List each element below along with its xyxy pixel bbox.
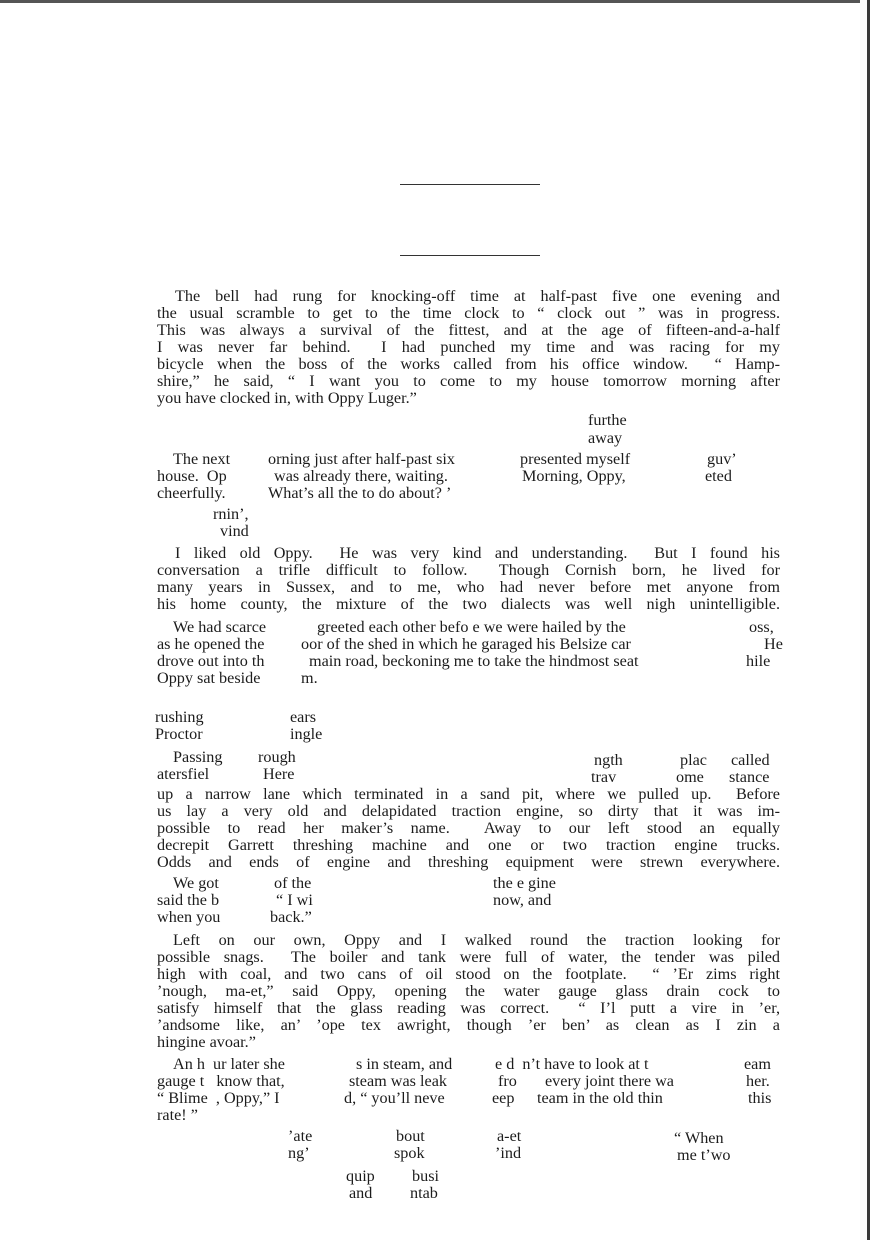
text-fragment: busi — [412, 1167, 439, 1185]
text-line: satisfy himself that the glass reading was correct. “ I’l putt a vire in ’er, — [157, 999, 780, 1017]
text-fragment: atersfiel — [157, 765, 210, 783]
text-line: us lay a very old and delapidated traction engine, so dirty that it was im- — [157, 802, 780, 820]
text-fragment: Passing — [173, 748, 223, 766]
text-fragment: fro — [498, 1072, 517, 1090]
text-line: decrepit Garrett threshing machine and one or two traction engine trucks. — [157, 836, 780, 854]
text-fragment: now, and — [493, 891, 552, 909]
text-fragment: Proctor — [155, 725, 203, 743]
text-line: possible to read her maker’s name. Away to our left stood an equally — [157, 819, 780, 837]
text-fragment: ears — [290, 708, 317, 726]
text-fragment: Here — [263, 765, 295, 783]
text-line: hingine avoar.” — [157, 1033, 256, 1051]
text-fragment: when you — [157, 908, 221, 926]
text-fragment: Morning, Oppy, — [522, 467, 626, 485]
text-line: ’nough, ma-et,” said Oppy, opening the water gauge glass drain cock to — [157, 982, 780, 1000]
text-fragment: “ I wi — [276, 891, 313, 909]
text-fragment: s in steam, and — [356, 1055, 453, 1073]
text-fragment: main road, beckoning me to take the hindmost seat — [309, 652, 639, 670]
text-fragment: spok — [394, 1144, 425, 1162]
text-fragment: this — [748, 1089, 772, 1107]
text-line: Odds and ends of engine and threshing equipment were strewn everywhere. — [157, 853, 780, 871]
text-fragment: We had scarce — [173, 618, 267, 636]
text-line: his home county, the mixture of the two dialects was well nigh unintelligible. — [157, 595, 780, 613]
text-line: you have clocked in, with Oppy Luger.” — [157, 389, 417, 407]
text-fragment: said the b — [157, 891, 220, 909]
text-fragment: ntab — [410, 1184, 438, 1202]
text-fragment: oss, — [749, 618, 774, 636]
text-fragment: rate! ” — [157, 1106, 198, 1124]
text-fragment: quip — [346, 1167, 375, 1185]
text-fragment: house. Op — [157, 467, 227, 485]
text-line: ’andsome like, an’ ’ope tex awright, though ’er ben’ as clean as I zin a — [157, 1016, 780, 1034]
text-fragment: ’ind — [495, 1144, 522, 1162]
text-line: shire,” he said, “ I want you to come to my house tomorrow morning after — [157, 372, 780, 390]
text-fragment: rushing — [155, 708, 204, 726]
section-rule-top — [400, 184, 540, 185]
text-fragment: eted — [705, 467, 732, 485]
text-fragment: The next — [173, 450, 231, 468]
text-fragment: m. — [301, 669, 318, 687]
text-fragment: greeted each other befo e we were hailed by the — [317, 618, 626, 636]
text-line: high with coal, and two cans of oil stood on the footplate. “ ’Er zims right — [157, 965, 780, 983]
text-fragment: stance — [729, 768, 770, 786]
text-fragment: oor of the shed in which he garaged his Belsize car — [301, 635, 631, 653]
text-line: I was never far behind. I had punched my time and was racing for my — [157, 338, 780, 356]
text-fragment: ingle — [290, 725, 323, 743]
text-fragment: presented myself — [520, 450, 631, 468]
text-fragment: ng’ — [288, 1144, 310, 1162]
text-fragment: What’s all the to do about? ’ — [268, 484, 452, 502]
text-fragment: team in the old thin — [537, 1089, 663, 1107]
text-fragment: a-et — [497, 1127, 522, 1145]
text-fragment: We got — [173, 874, 219, 892]
text-fragment: e d n’t have to look at t — [495, 1055, 649, 1073]
section-rule-bottom — [400, 255, 540, 256]
text-fragment: d, “ you’ll neve — [344, 1089, 445, 1107]
text-fragment: guv’ — [707, 450, 737, 468]
text-line: The bell had rung for knocking-off time at half-past five one evening and — [175, 287, 780, 305]
text-fragment: vind — [220, 522, 249, 540]
text-fragment: rnin’, — [213, 505, 249, 523]
text-fragment: the e gine — [493, 874, 556, 892]
text-fragment: ’ate — [288, 1127, 313, 1145]
text-fragment: He — [764, 635, 783, 653]
text-line: many years in Sussex, and to me, who had never before met anyone from — [157, 578, 780, 596]
text-fragment: and — [349, 1184, 373, 1202]
page-top-edge — [0, 0, 860, 3]
text-fragment: of the — [274, 874, 312, 892]
text-fragment: eam — [744, 1055, 771, 1073]
text-fragment: orning just after half-past six — [268, 450, 456, 468]
text-fragment: bout — [396, 1127, 425, 1145]
text-fragment: gauge t know that, — [157, 1072, 285, 1090]
text-fragment: “ Blime , Oppy,” I — [157, 1089, 280, 1107]
text-fragment: away — [588, 429, 623, 447]
text-fragment: ngth — [594, 751, 623, 769]
text-fragment: her. — [746, 1072, 770, 1090]
text-fragment: plac — [680, 751, 707, 769]
text-fragment: ome — [676, 768, 704, 786]
text-fragment: An h ur later she — [173, 1055, 285, 1073]
text-fragment: every joint there wa — [545, 1072, 674, 1090]
page-right-edge — [867, 0, 870, 1240]
text-line: I liked old Oppy. He was very kind and understanding. But I found his — [175, 544, 780, 562]
text-fragment: furthe — [588, 411, 627, 429]
text-fragment: me t’wo — [677, 1146, 731, 1164]
text-line: Left on our own, Oppy and I walked round the traction looking for — [173, 931, 780, 949]
text-fragment: cheerfully. — [157, 484, 226, 502]
text-fragment: was already there, waiting. — [274, 467, 448, 485]
text-line: bicycle when the boss of the works called from his office window. “ Hamp- — [157, 355, 780, 373]
text-fragment: as he opened the — [157, 635, 265, 653]
text-fragment: trav — [591, 768, 617, 786]
text-fragment: rough — [258, 748, 296, 766]
text-line: up a narrow lane which terminated in a sand pit, where we pulled up. Before — [157, 785, 780, 803]
text-line: possible snags. The boiler and tank were full of water, the tender was piled — [157, 948, 780, 966]
text-line: This was always a survival of the fittest, and at the age of fifteen-and-a-half — [157, 321, 780, 339]
text-fragment: called — [731, 751, 770, 769]
text-fragment: back.” — [270, 908, 312, 926]
text-fragment: Oppy sat beside — [157, 669, 261, 687]
text-fragment: drove out into th — [157, 652, 265, 670]
text-fragment: hile — [746, 652, 771, 670]
text-line: conversation a trifle difficult to follow. Though Cornish born, he lived for — [157, 561, 780, 579]
text-line: the usual scramble to get to the time clock to “ clock out ” was in progress. — [157, 304, 780, 322]
text-fragment: “ When — [674, 1129, 724, 1147]
text-fragment: steam was leak — [349, 1072, 447, 1090]
text-fragment: eep — [492, 1089, 515, 1107]
